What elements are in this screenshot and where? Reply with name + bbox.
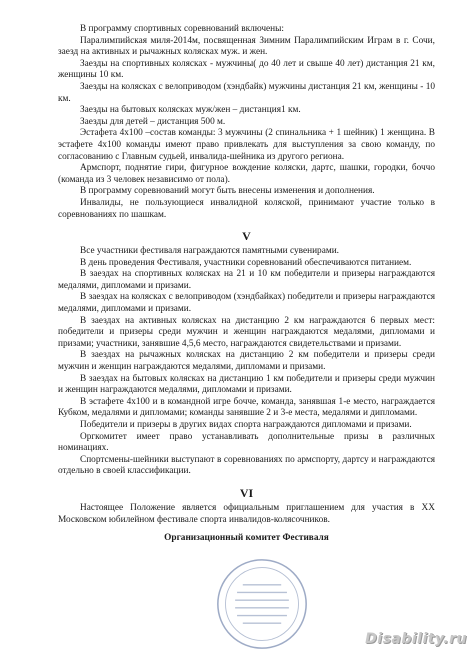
invitation-paragraph: Настоящее Положение является официальным приглашением для участия в XX Московском юбилейном фестивале спорта инвалидов-колясочников. xyxy=(58,503,435,526)
award-paragraph: В эстафете 4х100 и в командной игре бочче, команда, занявшая 1-е место, награждается Кубком, медалями и дипломами; команды занявшие 2 и 3-е места, медалями и дипломами. xyxy=(58,397,435,420)
program-item: Эстафета 4х100 –состав команды: 3 мужчины (2 спинальника + 1 шейник) 1 женщина. В эстафете 4х100 команды имеют право привлекать для выступления за свою команду, по согласованию с Главным судьей, инвалида-шейника из другого региона. xyxy=(58,128,435,163)
award-paragraph: В заездах на колясках с велоприводом (хэндбайках) победители и призеры награждаются медалями, дипломами и призами. xyxy=(58,292,435,315)
program-item: Инвалиды, не пользующиеся инвалидной коляской, принимают участие только в соревнованиях по шашкам. xyxy=(58,198,435,221)
program-item: Заезды на бытовых колясках муж/жен – дистанция1 км. xyxy=(58,105,435,117)
program-item: Армспорт, поднятие гири, фигурное вождение коляски, дартс, шашки, городки, боччо (команда из 3 человек независимо от пола). xyxy=(58,163,435,186)
award-paragraph: Оргкомитет имеет право устанавливать дополнительные призы в различных номинациях. xyxy=(58,432,435,455)
award-paragraph: В заездах на спортивных колясках на 21 и 10 км победители и призеры награждаются медалями, дипломами и призами. xyxy=(58,269,435,292)
award-paragraph: Спортсмены-шейники выступают в соревнованиях по армспорту, дартсу и награждаются отдельно в своей классификации. xyxy=(58,455,435,478)
program-item: Заезды на спортивных колясках - мужчины( до 40 лет и свыше 40 лет) дистанция 21 км, женщины 10 км. xyxy=(58,59,435,82)
section-heading-v: V xyxy=(58,230,435,243)
award-paragraph: В заездах на рычажных колясках на дистанцию 2 км победители и призеры среди мужчин и женщин награждаются медалями, дипломами и призами. xyxy=(58,350,435,373)
program-item: Заезды на колясках с велоприводом (хэндбайк) мужчины дистанция 21 км, женщины - 10 км. xyxy=(58,82,435,105)
award-paragraph: В день проведения Фестиваля, участники соревнований обеспечиваются питанием. xyxy=(58,258,435,270)
award-paragraph: В заездах на активных колясках на дистанцию 2 км награждаются 6 первых мест: победители и призеры среди мужчин и женщин награждаются медалями, дипломами и призами; участники, занявшие 4,5,6 место, награждаются свидетельствами и призами. xyxy=(58,316,435,351)
award-paragraph: В заездах на бытовых колясках на дистанцию 1 км победители и призеры среди мужчин и женщин награждаются медалями, дипломами и призами. xyxy=(58,374,435,397)
stamp-inner-ring xyxy=(226,568,299,641)
program-intro: В программу спортивных соревнований включены: xyxy=(58,24,435,36)
award-paragraph: Победители и призеры в других видах спорта награждаются дипломами и призами. xyxy=(58,420,435,432)
program-item: Заезды для детей – дистанция 500 м. xyxy=(58,117,435,129)
stamp-text-lines xyxy=(235,585,289,623)
program-item: Паралимпийская миля-2014м, посвященная Зимним Паралимпийским Играм в г. Сочи, заезд на активных и рычажных колясках муж. и жен. xyxy=(58,36,435,59)
stamp-outer-ring xyxy=(218,560,306,648)
signature-line: Организационный комитет Фестиваля xyxy=(58,533,435,545)
section-heading-vi: VI xyxy=(58,487,435,500)
watermark-logo: Disability.ru xyxy=(365,631,467,647)
program-item: В программу соревнований могут быть внесены изменения и дополнения. xyxy=(58,186,435,198)
award-paragraph: Все участники фестиваля награждаются памятными сувенирами. xyxy=(58,246,435,258)
organization-stamp-icon xyxy=(214,556,310,652)
